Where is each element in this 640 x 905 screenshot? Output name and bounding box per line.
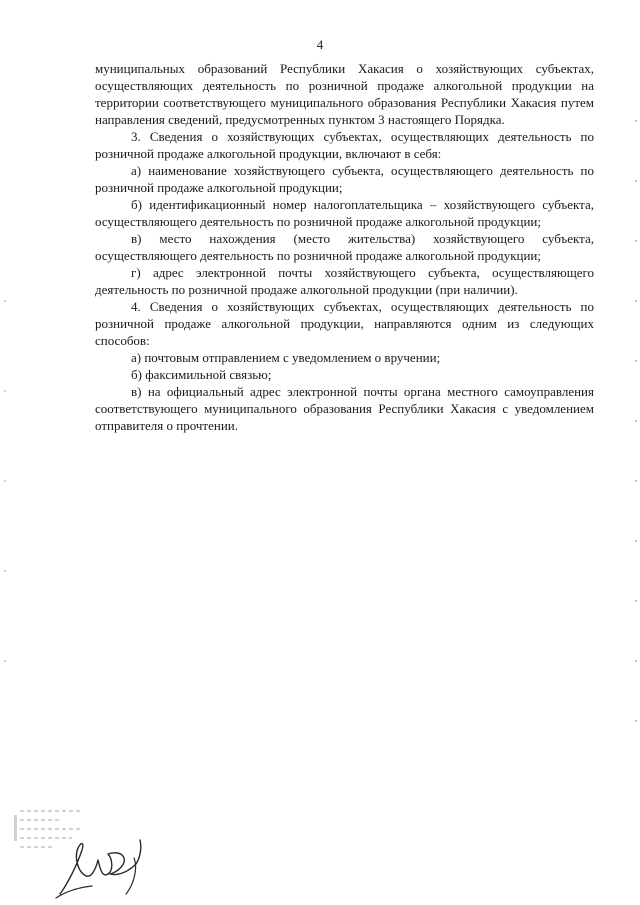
stamp-line [20, 810, 80, 812]
paragraph-clause-4a: а) почтовым отправлением с уведомлением о вручении; [131, 350, 441, 365]
scan-margin-marks-left [4, 300, 6, 680]
paragraph-clause-3g: г) адрес электронной почты хозяйствующего субъекта, осуществляющего деятельность по розничной продаже алкогольной продукции (при наличии). [95, 265, 594, 297]
paragraph-clause-3: 3. Сведения о хозяйствующих субъектах, осуществляющих деятельность по розничной продаже алкогольной продукции, включают в себя: [95, 129, 594, 161]
paragraph-clause-4: 4. Сведения о хозяйствующих субъектах, осуществляющих деятельность по розничной продаже алкогольной продукции, направляются одним из следующих способов: [95, 299, 594, 348]
scan-margin-marks [635, 120, 637, 780]
paragraph-clause-3b: б) идентификационный номер налогоплательщика – хозяйствующего субъекта, осуществляющего деятельность по розничной продаже алкогольной продукции; [95, 197, 594, 229]
document-body [95, 60, 594, 434]
paragraph-clause-4v: в) на официальный адрес электронной почты органа местного самоуправления соответствующего муниципального образования Республики Хакасия с уведомлением отправителя о прочтении. [95, 384, 594, 433]
paragraph-clause-4b: б) факсимильной связью; [131, 367, 272, 382]
paragraph-clause-3a: а) наименование хозяйствующего субъекта, осуществляющего деятельность по розничной продаже алкогольной продукции; [95, 163, 594, 195]
handwritten-signature-icon [52, 828, 152, 900]
paragraph-continuation: муниципальных образований Республики Хакасия о хозяйствующих субъектах, осуществляющих деятельность по розничной продаже алкогольной продукции на территории соответствующего муниципального образования Республики Хакасия путем направления сведений, предусмотренных пунктом 3 настоящего Порядка. [95, 61, 594, 127]
page-number: 4 [316, 37, 324, 52]
stamp-bar [14, 815, 17, 841]
stamp-line [20, 819, 60, 821]
paragraph-clause-3v: в) место нахождения (место жительства) хозяйствующего субъекта, осуществляющего деятельность по розничной продаже алкогольной продукции; [95, 231, 594, 263]
stamp-line [20, 846, 54, 848]
